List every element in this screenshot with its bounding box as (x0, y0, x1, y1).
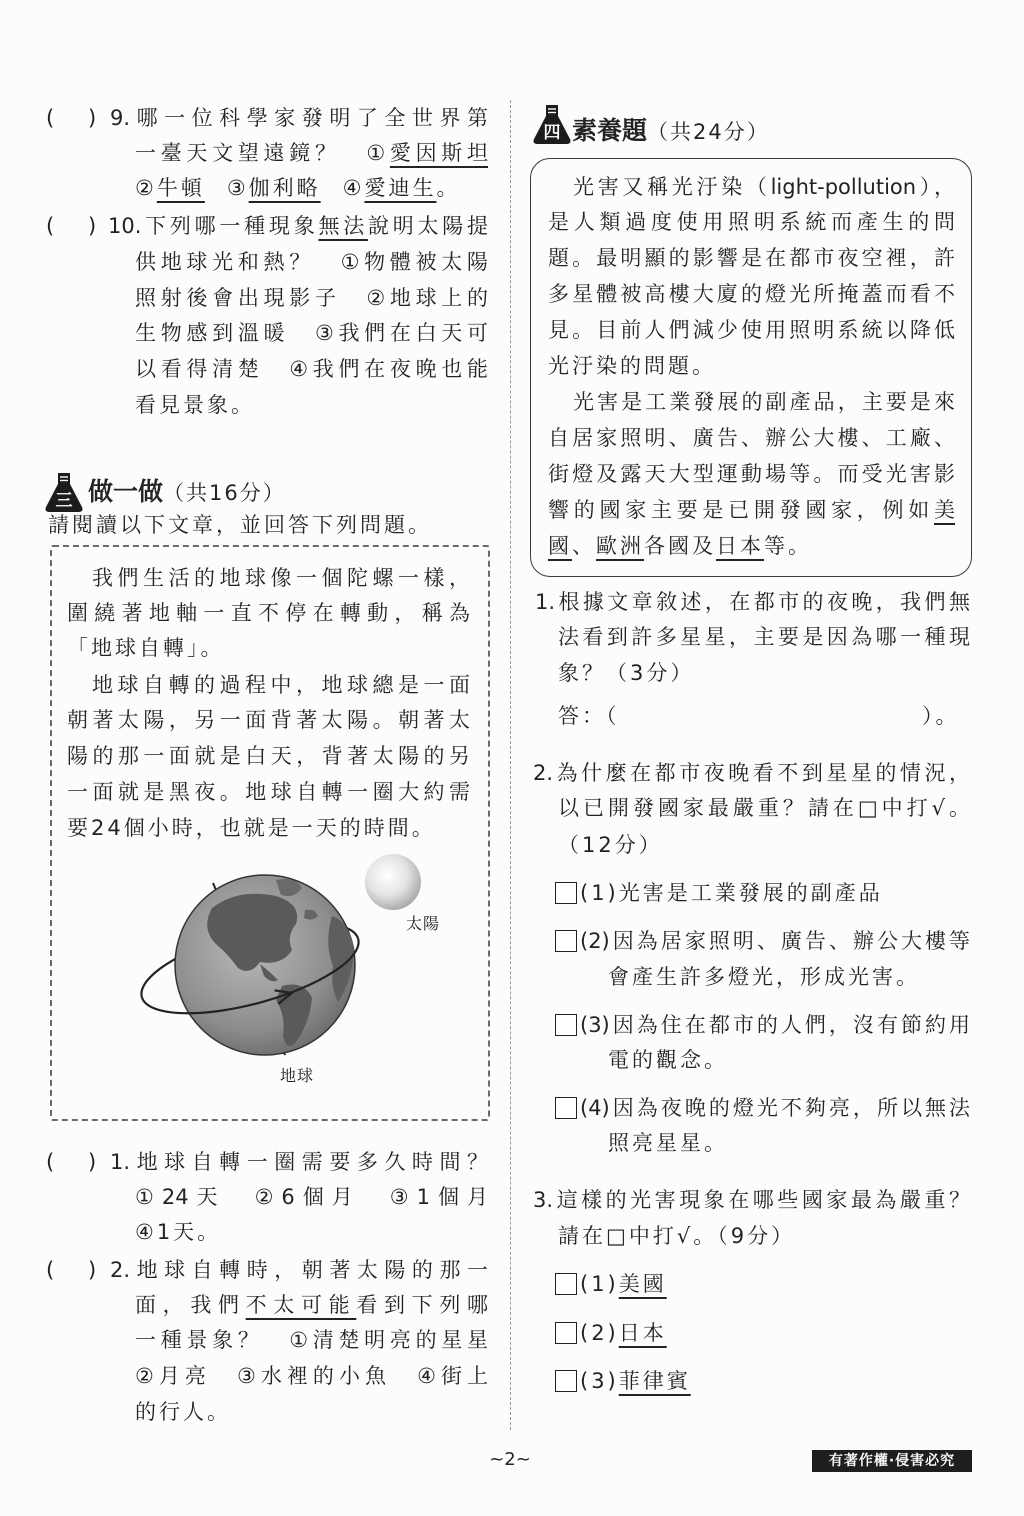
s3q1-line-2: ①24天 ②6個月 ③1個月 (135, 1185, 488, 1209)
q9-mark-3: ③ (226, 176, 249, 200)
s4q2-option-2-line-2: 會產生許多燈光，形成光害。 (608, 965, 920, 989)
article-1-line-5: 朝著太陽，另一面背著太陽。朝著太 (67, 708, 470, 732)
s4q2-option-4-line-2: 照亮星星。 (608, 1131, 728, 1155)
q9-line-2-text: 一臺天文望遠鏡？ ① (135, 141, 390, 165)
option-label: 菲律賓 (618, 1369, 691, 1393)
s3q1-line-1: 1.地球自轉一圈需要多久時間？ (110, 1150, 488, 1174)
answer-paren-open: ( (46, 214, 55, 238)
answer-paren-close: ) (88, 214, 97, 238)
column-divider (510, 100, 511, 1430)
article-2-country-usa-start: 美 (934, 498, 955, 522)
s4q3-option-2 (580, 1315, 667, 1351)
s3q1-line-3: ④1天。 (135, 1220, 222, 1244)
s4q3-option-3 (580, 1363, 691, 1399)
article-2-line-11 (548, 528, 812, 564)
article-2-country-usa-end: 國 (548, 534, 572, 558)
q9-mark-4: ④ (342, 176, 365, 200)
q9-option-4: 愛迪生 (364, 176, 437, 200)
q10-line-4: 生物感到溫暖 ③我們在白天可 (135, 321, 488, 345)
section-3-title: 做一做 (88, 477, 164, 506)
article-1-line-4: 地球自轉的過程中，地球總是一面 (92, 673, 470, 697)
article-1-line-8: 要24個小時，也就是一天的時間。 (67, 816, 436, 840)
page-number: ~2~ (489, 1449, 531, 1470)
checkbox (555, 1097, 577, 1119)
s4q1-line-1: 1.根據文章敘述，在都市的夜晚，我們無 (535, 590, 970, 614)
section-3-number: 三 (55, 491, 73, 511)
article-1-line-7: 一面就是黑夜。地球自轉一圈大約需 (67, 780, 470, 804)
article-2-line-3: 題。最明顯的影響是在都市夜空裡，許 (548, 246, 955, 270)
s4q3-option-1 (580, 1266, 667, 1302)
s3q2-line-3: 一種景象？ ①清楚明亮的星星 (135, 1328, 488, 1352)
s4q2-option-2-line-1: (2)因為居家照明、廣告、辦公大樓等 (580, 929, 970, 953)
answer-paren-open: ( (46, 1150, 55, 1174)
article-2-line-9: 街燈及露天大型運動場等。而受光害影 (548, 462, 955, 486)
s4q2-line-2: 以已開發國家最嚴重？請在□中打√。 (558, 796, 970, 820)
article-1-line-2: 圍繞著地軸一直不停在轉動，稱為 (67, 601, 470, 625)
checkbox (555, 1273, 577, 1295)
s3q2-line-2-b: 看到下列哪 (356, 1293, 489, 1317)
answer-paren-close: ) (88, 1258, 97, 1282)
s4q3-line-1: 3.這樣的光害現象在哪些國家最為嚴重？ (533, 1188, 970, 1212)
section-4-score: （共24分） (647, 120, 770, 144)
checkbox (555, 1014, 577, 1036)
article-1-line-6: 陽的那一面就是白天，背著太陽的另 (67, 744, 470, 768)
earth-label: 地球 (280, 1066, 315, 1085)
q9-line-3 (135, 170, 460, 206)
s3q2-emphasis: 不太可能 (245, 1293, 357, 1317)
sun-icon (365, 854, 421, 910)
option-label: 日本 (618, 1321, 667, 1345)
article-1-line-3: 「地球自轉」。 (67, 636, 225, 660)
article-2-line-7: 光害是工業發展的副產品，主要是來 (573, 390, 955, 414)
article-2-line-5: 見。目前人們減少使用照明系統以降低 (548, 318, 955, 342)
answer-paren-close: ) (88, 1150, 97, 1174)
q9-line-2 (135, 135, 488, 171)
earth-icon (175, 875, 355, 1055)
checkbox (555, 882, 577, 904)
q10-line-2: 供地球光和熱？ ①物體被太陽 (135, 250, 488, 274)
article-2-japan: 日本 (716, 534, 764, 558)
s3q2-line-2 (135, 1287, 488, 1323)
section-4-heading (572, 113, 770, 150)
copyright-notice: 有著作權·侵害必究 (812, 1450, 972, 1472)
q9-line-1: 9.哪一位科學家發明了全世界第 (110, 106, 488, 130)
q9-option-1: 愛因斯坦 (389, 141, 489, 165)
section-3-heading (88, 474, 286, 511)
s4q2-line-3: （12分） (558, 833, 663, 857)
q10-line-3: 照射後會出現影子 ②地球上的 (135, 286, 488, 310)
q9-option-3: 伽利略 (248, 176, 321, 200)
option-label: 美國 (618, 1272, 667, 1296)
earth-rotation-figure (100, 850, 470, 1090)
s4q2-option-3-line-1: (3)因為住在都市的人們，沒有節約用 (580, 1013, 970, 1037)
s4q3-line-2: 請在□中打√。（9分） (558, 1224, 796, 1248)
article-2-text: 各國及 (644, 534, 716, 558)
article-2-europe: 歐洲 (596, 534, 644, 558)
section-flask-icon (532, 102, 572, 146)
q9-option-2: 牛頓 (156, 176, 205, 200)
article-2-line-1: 光害又稱光汙染（light-pollution）， (573, 175, 955, 199)
section-3-score: （共16分） (163, 481, 286, 505)
checkbox (555, 1322, 577, 1344)
option-number: (2) (580, 1321, 619, 1345)
s4q2-option-1: (1)光害是工業發展的副產品 (580, 881, 883, 905)
answer-paren-open: ( (46, 1258, 55, 1282)
q10-line-5: 以看得清楚 ④我們在夜晚也能 (135, 357, 488, 381)
s4q1-answer-label: 答：（ (558, 704, 620, 728)
s4q2-option-4-line-1: (4)因為夜晚的燈光不夠亮，所以無法 (580, 1096, 970, 1120)
q10-line-1-b: 說明太陽提 (367, 214, 488, 238)
checkbox (555, 1370, 577, 1392)
s4q2-option-3-line-2: 電的觀念。 (608, 1048, 728, 1072)
q9-end: 。 (436, 176, 461, 200)
s4q1-answer-close: ）。 (922, 704, 960, 728)
article-1-line-1: 我們生活的地球像一個陀螺一樣， (92, 566, 470, 590)
option-number: (3) (580, 1369, 619, 1393)
q10-line-1-a: 10.下列哪一種現象 (108, 214, 319, 238)
section-4-title: 素養題 (572, 116, 648, 145)
answer-paren-close: ) (88, 106, 97, 130)
article-2-line-10-text: 響的國家主要是已開發國家，例如 (548, 498, 934, 522)
article-2-line-6: 光汙染的問題。 (548, 354, 716, 378)
s4q1-line-3: 象？（3分） (558, 661, 695, 685)
s4q1-line-2: 法看到許多星星，主要是因為哪一種現 (558, 625, 970, 649)
q10-emphasis: 無法 (318, 214, 368, 238)
answer-paren-open: ( (46, 106, 55, 130)
q10-line-1 (108, 208, 488, 244)
article-2-sep: 、 (572, 534, 596, 558)
s3q2-line-1: 2.地球自轉時，朝著太陽的那一 (110, 1258, 488, 1282)
article-2-line-4: 多星體被高樓大廈的燈光所掩蓋而看不 (548, 282, 955, 306)
article-2-end: 等。 (764, 534, 812, 558)
option-number: (1) (580, 1272, 619, 1296)
q10-line-6: 看見景象。 (135, 393, 255, 417)
section-4-number: 四 (543, 123, 561, 143)
s3q2-line-5: 的行人。 (135, 1400, 231, 1424)
checkbox (555, 930, 577, 952)
s3q2-line-4: ②月亮 ③水裡的小魚 ④街上 (135, 1364, 488, 1388)
section-3-instruction: 請閱讀以下文章，並回答下列問題。 (48, 513, 432, 537)
article-2-line-10 (548, 492, 955, 528)
article-2-line-2: 是人類過度使用照明系統而產生的問 (548, 210, 955, 234)
sun-label: 太陽 (406, 914, 441, 933)
s4q2-line-1: 2.為什麼在都市夜晚看不到星星的情況， (533, 761, 970, 785)
article-2-line-8: 自居家照明、廣告、辦公大樓、工廠、 (548, 426, 955, 450)
s3q2-line-2-a: 面，我們 (135, 1293, 246, 1317)
q9-mark-2: ② (135, 176, 157, 200)
